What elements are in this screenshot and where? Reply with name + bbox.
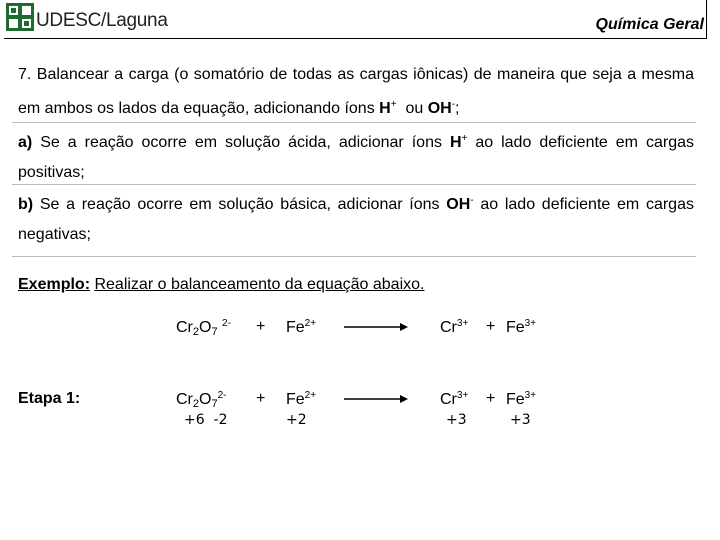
product-cr3: $Cr^{3+}$ [440,318,469,336]
step1-reactant-dichromate: $Cr_2O_7^{2-}$ [176,390,227,410]
product-fe3: $Fe^{3+}$ [506,318,537,336]
ion-h-charge: + [390,99,397,110]
or-text: ou [405,100,424,117]
item-a-end: ao lado deficiente em cargas positivas; [18,134,694,181]
slide-header [0,0,720,44]
oxidation-number-cr2o7: +6 -2 [184,412,228,428]
item-7-text: 7. Balancear a carga (o somatório de todas as cargas iônicas) de maneira que seja a mesma em ambos os lados da equação, adicionando íons [18,66,694,117]
step-1-label: Etapa 1: [18,390,81,407]
reaction-arrow-icon [344,322,408,332]
separator [12,184,696,185]
example-text: Realizar o balanceamento da equação abaixo. [94,276,425,293]
item-b-paragraph [18,186,694,250]
reactant-dichromate: $Cr_2O_7$ $^{2-}$ [176,318,231,338]
item-7-end: ; [455,100,460,117]
example-paragraph [18,270,694,300]
course-title: Química Geral [595,16,704,33]
item-b-label: b) [18,196,34,213]
example-label: Exemplo: [18,276,91,293]
plus-sign: + [486,318,496,335]
item-b-ion-charge: - [470,195,474,206]
ion-h: H [379,100,391,117]
item-a-ion-charge: + [461,133,468,144]
ion-oh: OH [427,100,452,117]
oxidation-number-fe3: +3 [510,412,531,428]
header-divider [4,38,706,39]
item-a-label: a) [18,134,33,151]
logo-text: UDESC/Laguna [36,10,168,31]
oxidation-number-cr3: +3 [446,412,467,428]
header-vertical-divider [706,0,707,39]
reaction-arrow-icon [344,394,408,404]
item-b-text: Se a reação ocorre em solução básica, adicionar íons [39,196,447,213]
plus-sign: + [256,390,266,407]
step1-product-cr3: $Cr^{3+}$ [440,390,469,408]
item-7-paragraph [18,60,694,124]
ion-oh-charge: - [451,99,456,110]
plus-sign: + [486,390,496,407]
reactant-fe2: $Fe^{2+}$ [286,318,317,336]
item-a-paragraph [18,124,694,188]
item-b-ion: OH [446,196,471,213]
plus-sign: + [256,318,266,335]
item-a-ion: H [449,134,462,151]
oxidation-number-fe2: +2 [286,412,307,428]
step1-reactant-fe2: $Fe^{2+}$ [286,390,317,408]
separator [12,122,696,123]
item-b-end: ao lado deficiente em cargas negativas; [18,196,694,243]
separator [12,256,696,257]
item-a-text: Se a reação ocorre em solução ácida, adicionar íons [40,134,450,151]
udesc-logo-icon [6,3,34,31]
step1-product-fe3: $Fe^{3+}$ [506,390,537,408]
